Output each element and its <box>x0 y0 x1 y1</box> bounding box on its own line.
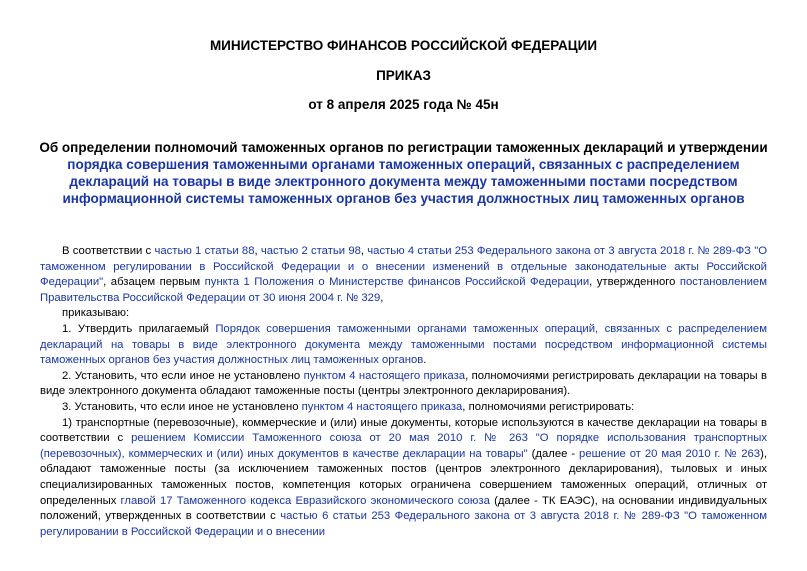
item-text: 1) транспортные (перевозочные), коммерческие и (или) иные документы, которые используются в качестве декларации на товары в соответствии с <box>40 416 767 445</box>
link-part4-art253[interactable]: частью 4 статьи 253 Федерального закона от 3 августа 2018 г. № 289-ФЗ "О таможенном регулировании в Российской Федерации и о внесении изменений в отдельные законодательные акты Российской Федерации" <box>40 245 768 289</box>
item-text: (далее - <box>527 447 580 460</box>
link-procedure[interactable]: Порядок совершения таможенными органами таможенных операций, связанных с распределением деклараций на товары в виде электронного документа между таможенными постами посредством информационной системы таможенных органов без участия должностных лиц таможенных органов <box>40 322 767 367</box>
item-text: 1. Утвердить прилагаемый <box>62 322 216 335</box>
preamble-text: , <box>360 245 368 257</box>
item-1 <box>40 322 767 369</box>
link-chapter17-customs-code[interactable]: главой 17 Таможенного кодекса Евразийского экономического союза <box>120 494 490 507</box>
link-part6-art253[interactable]: частью 6 статьи 253 Федерального закона от 3 августа 2018 г. № 289-ФЗ "О таможенном регулировании в Российской Федерации и о внесении <box>40 510 768 538</box>
preamble-text: , утвержденного <box>589 276 680 289</box>
item-text: 3. Установить, что если иное не установлено <box>62 400 302 413</box>
item-text: , полномочиями регистрировать декларации на товары в виде электронного документа обладают таможенные посты (центры электронного декларирования). <box>40 369 767 398</box>
preamble-text: , абзацем первым <box>103 276 205 289</box>
preamble-text: В соответствии с <box>62 245 155 257</box>
item-text: , полномочиями регистрировать: <box>462 400 635 413</box>
preamble-text: , <box>254 245 261 257</box>
link-point4[interactable]: пунктом 4 настоящего приказа <box>301 400 463 413</box>
item-text: (далее - ТК ЕАЭС), на основании индивидуальных положений, утвержденных в соответствии с <box>40 494 767 523</box>
item-text: ), обладают таможенные посты (за исключением таможенных постов (центров электронного декларирования), тыловых и иных специализированных таможенных постов, компетенция которых ограничена совершением таможенных операций, отличных от определенных <box>40 447 767 507</box>
link-decision-263[interactable]: решением Комиссии Таможенного союза от 20 мая 2010 г. № 263 "О порядке использования транспортных (перевозочных), коммерческих и (или) иных документов в качестве декларации на товары" <box>40 432 767 460</box>
ministry-heading: МИНИСТЕРСТВО ФИНАНСОВ РОССИЙСКОЙ ФЕДЕРАЦИИ <box>209 38 598 53</box>
link-part2-art98[interactable]: частью 2 статьи 98 <box>260 245 361 257</box>
link-part1-art88[interactable]: частью 1 статьи 88 <box>154 245 255 257</box>
document-title <box>30 139 777 207</box>
date-number: от 8 апреля 2025 года № 45н <box>308 97 499 112</box>
title-procedure-link[interactable]: порядка совершения таможенными органами таможенных операций, связанных с распределением деклараций на товары в виде электронного документа между таможенными постами посредством информационной системы таможенных органов без участия должностных лиц таможенных органов <box>62 157 745 206</box>
link-decision-263-short[interactable]: решение от 20 мая 2010 г. № 263 <box>579 447 761 460</box>
item-3-1 <box>40 416 767 541</box>
document-type: ПРИКАЗ <box>376 68 431 83</box>
order-word: приказываю: <box>62 307 130 320</box>
item-3 <box>40 400 767 416</box>
preamble-text: , <box>380 291 384 304</box>
title-text: Об определении полномочий таможенных органов по регистрации таможенных деклараций и утверждении <box>39 140 768 155</box>
link-government-resolution[interactable]: постановлением Правительства Российской Федерации от 30 июня 2004 г. № 329 <box>40 276 767 304</box>
document-body <box>40 244 767 540</box>
preamble-paragraph <box>40 244 767 306</box>
link-ministry-regulation[interactable]: пункта 1 Положения о Министерстве финансов Российской Федерации <box>204 276 590 289</box>
link-point4[interactable]: пунктом 4 настоящего приказа <box>303 369 466 382</box>
item-text: 2. Установить, что если иное не установлено <box>62 369 304 382</box>
item-2 <box>40 369 767 400</box>
item-text: . <box>423 354 427 367</box>
